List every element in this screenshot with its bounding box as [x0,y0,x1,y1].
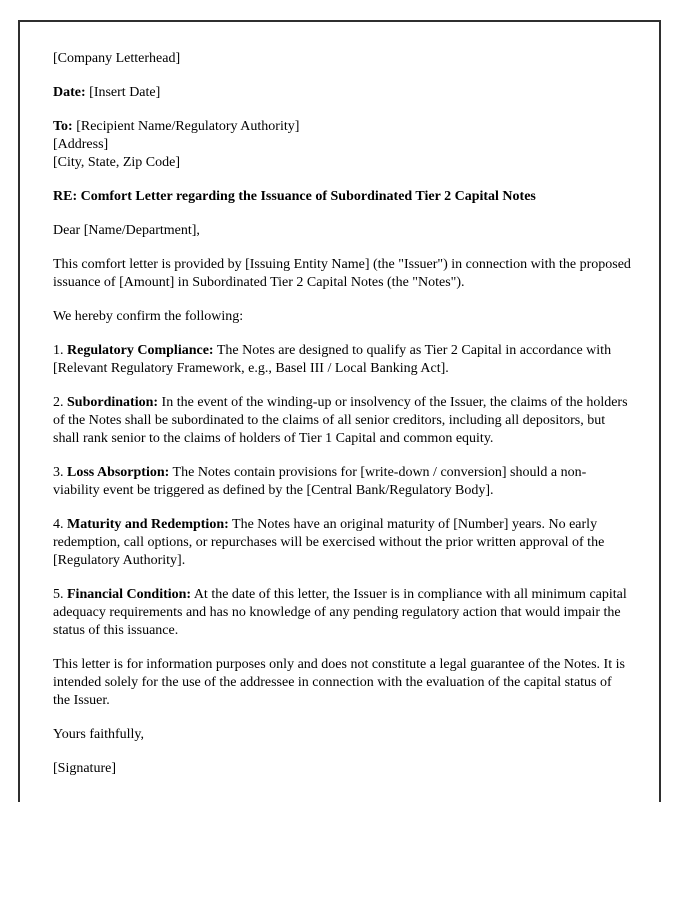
item-label: Loss Absorption: [67,465,170,480]
recipient-label: To: [53,119,73,134]
item-text: In the event of the winding-up or insolvency of the Issuer, the claims of the holders of the Notes shall be subordinated to the claims of all senior creditors, including all depositors, but shall rank senior to the claims of holders of Tier 1 Capital and common equity. [53,395,628,446]
item-number: 3. [53,465,67,480]
item-text: The Notes contain provisions for [write-down / conversion] should a non-viability event be triggered as defined by the [Central Bank/Regulatory Body]. [53,465,587,498]
date-value: [Insert Date] [85,85,161,100]
confirmation-lead: We hereby confirm the following: [53,309,244,324]
item-financial-condition [53,586,631,640]
recipient-line [53,118,631,136]
item-text: At the date of this letter, the Issuer is in compliance with all minimum capital adequacy requirements and has no knowledge of any pending regulatory action that would impair the status of this issuance. [53,587,627,638]
item-label: Financial Condition: [67,587,192,602]
item-number: 1. [53,343,67,358]
recipient-address: [Address] [53,137,109,152]
letter-body [20,22,659,778]
item-number: 4. [53,517,67,532]
subject-line [53,188,631,206]
subject-text: RE: Comfort Letter regarding the Issuance of Subordinated Tier 2 Capital Notes [53,189,536,204]
date-label: Date: [53,85,86,100]
item-label: Subordination: [67,395,159,410]
item-loss-absorption [53,464,631,500]
recipient-value: [Recipient Name/Regulatory Authority] [72,119,300,134]
item-text: The Notes have an original maturity of [Number] years. No early redemption, call options, or repurchases will be exercised without the prior written approval of the [Regulatory Authority]. [53,517,605,568]
item-regulatory-compliance [53,342,631,378]
date-line [53,84,631,102]
company-letterhead: [Company Letterhead] [53,51,181,66]
letter-page [18,20,661,802]
intro-paragraph: This comfort letter is provided by [Issuing Entity Name] (the "Issuer") in connection with the proposed issuance of [Amount] in Subordinated Tier 2 Capital Notes (the "Notes"). [53,257,631,290]
item-label: Maturity and Redemption: [67,517,229,532]
item-number: 5. [53,587,67,602]
item-text: The Notes are designed to qualify as Tier 2 Capital in accordance with [Relevant Regulatory Framework, e.g., Basel III / Local Banking Act]. [53,343,612,376]
signature-placeholder: [Signature] [53,761,116,776]
item-maturity-redemption [53,516,631,570]
recipient-city: [City, State, Zip Code] [53,155,181,170]
item-subordination [53,394,631,448]
salutation: Dear [Name/Department], [53,223,200,238]
closing-line: Yours faithfully, [53,727,145,742]
disclaimer-paragraph: This letter is for information purposes only and does not constitute a legal guarantee of the Notes. It is intended solely for the use of the addressee in connection with the evaluation of the capital status of the Issuer. [53,657,625,708]
item-number: 2. [53,395,67,410]
item-label: Regulatory Compliance: [67,343,214,358]
